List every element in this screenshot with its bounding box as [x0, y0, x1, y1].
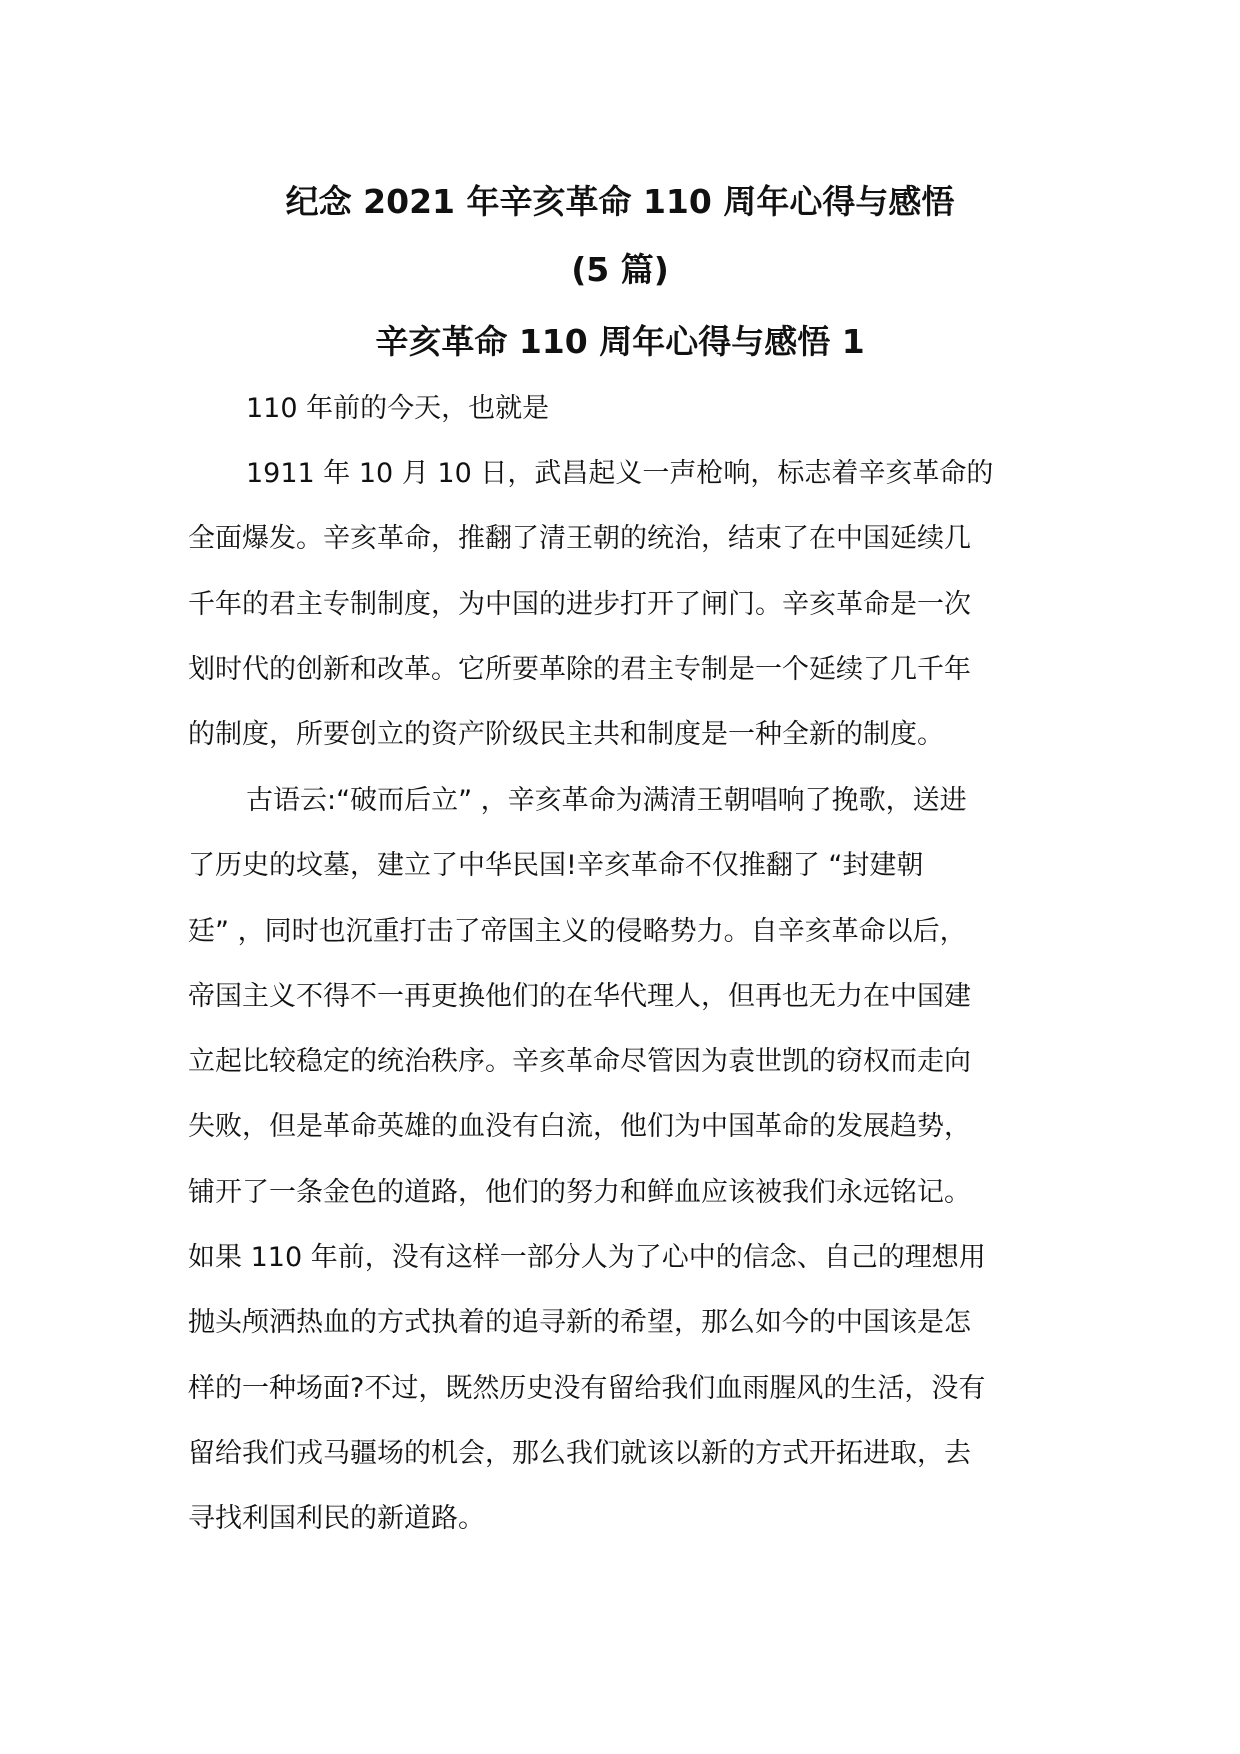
- paragraph-line: 铺开了一条金色的道路，他们的努力和鲜血应该被我们永远铭记。: [188, 1176, 971, 1208]
- document-subtitle: (5 篇): [571, 250, 669, 289]
- document-title: 纪念 2021 年辛亥革命 110 周年心得与感悟: [285, 182, 955, 221]
- paragraph-line: 千年的君主专制制度，为中国的进步打开了闸门。辛亥革命是一次: [188, 588, 971, 620]
- paragraph-line: 留给我们戎马疆场的机会，那么我们就该以新的方式开拓进取，去: [188, 1437, 971, 1469]
- paragraph-3: [188, 768, 1056, 1552]
- paragraph-line: 如果 110 年前，没有这样一部分人为了心中的信念、自己的理想用: [188, 1242, 986, 1274]
- paragraph-line: 110 年前的今天，也就是: [246, 393, 550, 424]
- paragraph-line: 古语云:“破而后立” ，辛亥革命为满清王朝唱响了挽歌，送进: [246, 785, 967, 816]
- paragraph-line: 抛头颅洒热血的方式执着的追寻新的希望，那么如今的中国该是怎: [188, 1307, 971, 1339]
- paragraph-line: 样的一种场面?不过，既然历史没有留给我们血雨腥风的生活，没有: [188, 1372, 986, 1404]
- paragraph-line: 划时代的创新和改革。它所要革除的君主专制是一个延续了几千年: [188, 653, 971, 685]
- paragraph-line: 寻找利国利民的新道路。: [188, 1503, 485, 1535]
- paragraph-1: [188, 376, 1056, 441]
- paragraph-line: 失败，但是革命英雄的血没有白流，他们为中国革命的发展趋势，: [188, 1111, 971, 1143]
- paragraph-line: 了历史的坟墓，建立了中华民国!辛亥革命不仅推翻了 “封建朝: [188, 850, 924, 882]
- paragraph-line: 1911 年 10 月 10 日，武昌起义一声枪响，标志着辛亥革命的: [246, 458, 994, 489]
- paragraph-line: 的制度，所要创立的资产阶级民主共和制度是一种全新的制度。: [188, 719, 944, 751]
- paragraph-2: [188, 441, 1056, 767]
- paragraph-line: 帝国主义不得不一再更换他们的在华代理人，但再也无力在中国建: [188, 980, 971, 1012]
- section-heading: 辛亥革命 110 周年心得与感悟 1: [375, 322, 865, 361]
- paragraph-line: 立起比较稳定的统治秩序。辛亥革命尽管因为袁世凯的窃权而走向: [188, 1046, 971, 1078]
- paragraph-line: 廷” ，同时也沉重打击了帝国主义的侵略势力。自辛亥革命以后，: [188, 915, 967, 947]
- paragraph-line: 全面爆发。辛亥革命，推翻了清王朝的统治，结束了在中国延续几: [188, 523, 971, 555]
